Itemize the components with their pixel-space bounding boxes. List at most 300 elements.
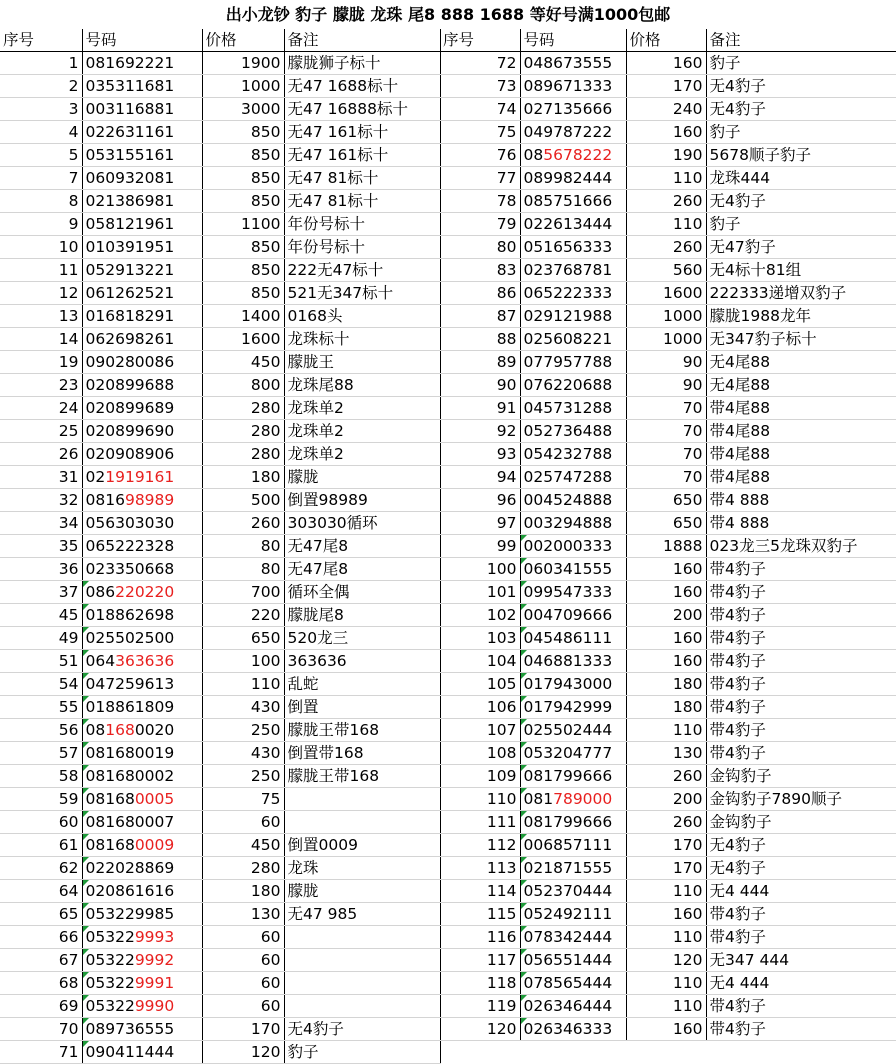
comment-marker-icon xyxy=(83,696,89,702)
phone-number-cell xyxy=(82,190,202,213)
table-row xyxy=(0,167,440,190)
price-cell: 800 xyxy=(202,374,284,397)
header-note: 备注 xyxy=(284,29,440,52)
phone-number-text: 003294888 xyxy=(523,514,613,532)
header-note: 备注 xyxy=(706,29,896,52)
phone-number-cell xyxy=(520,420,626,443)
table-row xyxy=(440,351,896,374)
price-cell: 240 xyxy=(626,98,706,121)
serial-cell: 7 xyxy=(0,167,82,190)
note-cell: 无4豹子 xyxy=(706,834,896,857)
phone-number-text: 056551444 xyxy=(523,951,613,969)
note-cell: 朦胧 xyxy=(284,466,440,489)
phone-number-text: 045486111 xyxy=(523,629,613,647)
note-cell: 023龙三5龙珠双豹子 xyxy=(706,535,896,558)
phone-number-cell xyxy=(82,834,202,857)
serial-cell: 78 xyxy=(440,190,520,213)
phone-number-text: 052492111 xyxy=(523,905,613,923)
phone-number-cell xyxy=(82,650,202,673)
comment-marker-icon xyxy=(83,673,89,679)
note-cell: 无4豹子 xyxy=(706,75,896,98)
price-cell: 160 xyxy=(626,903,706,926)
note-cell: 龙珠单2 xyxy=(284,420,440,443)
price-cell: 110 xyxy=(626,167,706,190)
serial-cell: 1 xyxy=(0,52,82,75)
phone-number-cell xyxy=(82,926,202,949)
price-cell: 200 xyxy=(626,604,706,627)
serial-cell: 34 xyxy=(0,512,82,535)
price-cell: 130 xyxy=(626,742,706,765)
note-cell: 龙珠单2 xyxy=(284,397,440,420)
comment-marker-icon xyxy=(521,949,527,955)
note-cell: 带4豹子 xyxy=(706,627,896,650)
phone-number-text: 081680019 xyxy=(85,744,175,762)
phone-number-cell xyxy=(82,581,202,604)
price-cell: 260 xyxy=(626,765,706,788)
phone-number-cell xyxy=(82,1041,202,1064)
comment-marker-icon xyxy=(521,650,527,656)
comment-marker-icon xyxy=(83,788,89,794)
phone-number-cell xyxy=(520,903,626,926)
phone-number-text: 065222333 xyxy=(523,284,613,302)
note-cell: 金钩豹子 xyxy=(706,811,896,834)
price-cell: 190 xyxy=(626,144,706,167)
header-price: 价格 xyxy=(626,29,706,52)
note-cell: 带4 888 xyxy=(706,512,896,535)
table-row xyxy=(0,420,440,443)
price-cell: 850 xyxy=(202,282,284,305)
serial-cell: 83 xyxy=(440,259,520,282)
note-cell xyxy=(284,995,440,1018)
price-cell: 280 xyxy=(202,857,284,880)
phone-number-cell xyxy=(520,558,626,581)
price-cell: 180 xyxy=(626,696,706,719)
note-cell: 无4标十81组 xyxy=(706,259,896,282)
phone-number-text: 048673555 xyxy=(523,54,613,72)
phone-number-cell xyxy=(82,788,202,811)
price-cell: 170 xyxy=(202,1018,284,1041)
comment-marker-icon xyxy=(521,765,527,771)
table-row xyxy=(440,1018,896,1041)
table-row xyxy=(0,581,440,604)
phone-number-cell xyxy=(82,604,202,627)
left-price-table xyxy=(0,29,441,1064)
price-cell: 70 xyxy=(626,466,706,489)
note-cell: 带4豹子 xyxy=(706,673,896,696)
price-cell: 110 xyxy=(626,926,706,949)
phone-number-text: 022028869 xyxy=(85,859,175,877)
phone-number-cell xyxy=(82,397,202,420)
phone-number-text: 089736555 xyxy=(85,1020,175,1038)
price-cell: 250 xyxy=(202,719,284,742)
serial-cell: 61 xyxy=(0,834,82,857)
phone-number-text: 027135666 xyxy=(523,100,613,118)
note-cell: 0168头 xyxy=(284,305,440,328)
note-cell: 无47 1688标十 xyxy=(284,75,440,98)
serial-cell: 119 xyxy=(440,995,520,1018)
phone-number-cell xyxy=(82,167,202,190)
phone-number-text: 020861616 xyxy=(85,882,175,900)
serial-cell: 100 xyxy=(440,558,520,581)
note-cell: 303030循环 xyxy=(284,512,440,535)
serial-cell: 8 xyxy=(0,190,82,213)
table-row xyxy=(0,650,440,673)
price-cell: 250 xyxy=(202,765,284,788)
table-row xyxy=(0,903,440,926)
phone-number-cell xyxy=(82,949,202,972)
note-cell: 带4豹子 xyxy=(706,903,896,926)
note-cell: 朦胧 xyxy=(284,880,440,903)
phone-number-cell xyxy=(520,765,626,788)
serial-cell: 11 xyxy=(0,259,82,282)
note-cell: 带4尾88 xyxy=(706,420,896,443)
price-cell: 60 xyxy=(202,972,284,995)
note-cell: 朦胧王带168 xyxy=(284,719,440,742)
serial-cell: 117 xyxy=(440,949,520,972)
price-cell: 850 xyxy=(202,259,284,282)
phone-number-text: 022613444 xyxy=(523,215,613,233)
table-row xyxy=(440,949,896,972)
table-row xyxy=(0,558,440,581)
table-row xyxy=(440,972,896,995)
phone-number-text: 081692221 xyxy=(85,54,175,72)
phone-number-cell xyxy=(82,259,202,282)
phone-number-cell xyxy=(520,788,626,811)
phone-number-text: 017942999 xyxy=(523,698,613,716)
phone-number-text: 061262521 xyxy=(85,284,175,302)
table-row xyxy=(0,995,440,1018)
note-cell xyxy=(284,926,440,949)
serial-cell: 58 xyxy=(0,765,82,788)
phone-number-cell xyxy=(520,144,626,167)
comment-marker-icon xyxy=(83,765,89,771)
phone-number-cell xyxy=(520,972,626,995)
comment-marker-icon xyxy=(521,995,527,1001)
phone-number-cell xyxy=(520,259,626,282)
price-cell: 650 xyxy=(626,512,706,535)
phone-number-cell xyxy=(520,604,626,627)
phone-number-cell xyxy=(520,282,626,305)
phone-number-cell xyxy=(82,420,202,443)
table-row xyxy=(440,834,896,857)
note-cell: 无4尾88 xyxy=(706,374,896,397)
note-cell: 豹子 xyxy=(706,121,896,144)
table-row xyxy=(0,305,440,328)
table-row xyxy=(440,650,896,673)
phone-number-cell xyxy=(82,374,202,397)
comment-marker-icon xyxy=(521,811,527,817)
phone-number-cell xyxy=(520,52,626,75)
header-number: 号码 xyxy=(520,29,626,52)
phone-number-cell xyxy=(82,75,202,98)
serial-cell: 66 xyxy=(0,926,82,949)
table-row xyxy=(440,558,896,581)
note-cell: 乱蛇 xyxy=(284,673,440,696)
note-cell: 363636 xyxy=(284,650,440,673)
phone-number-text: 025608221 xyxy=(523,330,613,348)
note-cell: 循环全偶 xyxy=(284,581,440,604)
serial-cell: 45 xyxy=(0,604,82,627)
phone-number-text: 078342444 xyxy=(523,928,613,946)
price-cell: 60 xyxy=(202,811,284,834)
serial-cell: 23 xyxy=(0,374,82,397)
note-cell: 无347豹子标十 xyxy=(706,328,896,351)
phone-number-text: 025502444 xyxy=(523,721,613,739)
serial-cell: 92 xyxy=(440,420,520,443)
note-cell: 无47 985 xyxy=(284,903,440,926)
price-cell: 70 xyxy=(626,397,706,420)
note-cell: 无47 81标十 xyxy=(284,190,440,213)
serial-cell: 73 xyxy=(440,75,520,98)
serial-cell: 94 xyxy=(440,466,520,489)
comment-marker-icon xyxy=(521,673,527,679)
phone-number-text: 018862698 xyxy=(85,606,175,624)
phone-number-cell xyxy=(82,236,202,259)
serial-cell: 9 xyxy=(0,213,82,236)
price-cell: 170 xyxy=(626,857,706,880)
serial-cell: 114 xyxy=(440,880,520,903)
serial-cell: 19 xyxy=(0,351,82,374)
comment-marker-icon xyxy=(521,903,527,909)
phone-number-cell xyxy=(82,98,202,121)
price-cell: 160 xyxy=(626,52,706,75)
phone-number-cell xyxy=(520,190,626,213)
phone-number-cell xyxy=(82,673,202,696)
serial-cell: 96 xyxy=(440,489,520,512)
table-row xyxy=(440,282,896,305)
price-cell: 560 xyxy=(626,259,706,282)
note-cell: 无47 161标十 xyxy=(284,144,440,167)
phone-number-cell xyxy=(520,75,626,98)
phone-number-text: 016818291 xyxy=(85,307,175,325)
table-row xyxy=(0,512,440,535)
price-cell: 130 xyxy=(202,903,284,926)
phone-number-cell xyxy=(520,742,626,765)
price-cell: 200 xyxy=(626,788,706,811)
note-cell: 带4豹子 xyxy=(706,742,896,765)
serial-cell: 5 xyxy=(0,144,82,167)
phone-number-text: 052370444 xyxy=(523,882,613,900)
table-row xyxy=(0,190,440,213)
phone-number-text: 090411444 xyxy=(85,1043,175,1061)
serial-cell: 107 xyxy=(440,719,520,742)
price-cell: 650 xyxy=(202,627,284,650)
phone-number-text: 085678222 xyxy=(523,146,613,164)
price-cell: 280 xyxy=(202,420,284,443)
phone-number-text: 053229992 xyxy=(85,951,175,969)
phone-number-text: 053229990 xyxy=(85,997,175,1015)
comment-marker-icon xyxy=(83,834,89,840)
note-cell: 无4豹子 xyxy=(706,190,896,213)
table-row xyxy=(0,236,440,259)
serial-cell: 104 xyxy=(440,650,520,673)
phone-number-text: 090280086 xyxy=(85,353,175,371)
serial-cell: 4 xyxy=(0,121,82,144)
note-cell: 豹子 xyxy=(284,1041,440,1064)
price-cell: 170 xyxy=(626,75,706,98)
table-row xyxy=(0,673,440,696)
serial-cell: 99 xyxy=(440,535,520,558)
phone-number-cell xyxy=(520,1018,626,1041)
note-cell xyxy=(284,811,440,834)
serial-cell: 110 xyxy=(440,788,520,811)
phone-number-cell xyxy=(520,305,626,328)
price-cell: 280 xyxy=(202,397,284,420)
serial-cell: 101 xyxy=(440,581,520,604)
table-row xyxy=(440,489,896,512)
serial-cell: 68 xyxy=(0,972,82,995)
phone-number-cell xyxy=(520,236,626,259)
table-row xyxy=(0,374,440,397)
table-row xyxy=(440,765,896,788)
price-cell: 160 xyxy=(626,121,706,144)
note-cell: 无4 444 xyxy=(706,880,896,903)
table-row xyxy=(0,443,440,466)
price-cell: 110 xyxy=(626,995,706,1018)
table-row xyxy=(440,811,896,834)
phone-number-cell xyxy=(82,305,202,328)
serial-cell: 14 xyxy=(0,328,82,351)
table-row xyxy=(440,328,896,351)
phone-number-text: 020899688 xyxy=(85,376,175,394)
table-row xyxy=(440,190,896,213)
table-row xyxy=(0,719,440,742)
price-cell: 160 xyxy=(626,1018,706,1041)
note-cell: 无47 16888标十 xyxy=(284,98,440,121)
note-cell: 带4豹子 xyxy=(706,1018,896,1041)
comment-marker-icon xyxy=(83,604,89,610)
serial-cell: 97 xyxy=(440,512,520,535)
price-cell: 1888 xyxy=(626,535,706,558)
header-number: 号码 xyxy=(82,29,202,52)
price-cell: 180 xyxy=(626,673,706,696)
table-row xyxy=(0,121,440,144)
phone-number-cell xyxy=(82,719,202,742)
price-cell: 75 xyxy=(202,788,284,811)
phone-number-text: 060932081 xyxy=(85,169,175,187)
serial-cell: 64 xyxy=(0,880,82,903)
price-cell: 110 xyxy=(626,213,706,236)
table-row xyxy=(0,282,440,305)
serial-cell: 35 xyxy=(0,535,82,558)
phone-number-cell xyxy=(520,926,626,949)
table-row xyxy=(440,673,896,696)
table-row xyxy=(0,489,440,512)
phone-number-text: 052736488 xyxy=(523,422,613,440)
note-cell: 带4豹子 xyxy=(706,696,896,719)
phone-number-cell xyxy=(520,213,626,236)
note-cell: 朦胧王 xyxy=(284,351,440,374)
serial-cell: 31 xyxy=(0,466,82,489)
serial-cell: 93 xyxy=(440,443,520,466)
price-cell: 170 xyxy=(626,834,706,857)
serial-cell: 79 xyxy=(440,213,520,236)
phone-number-text: 060341555 xyxy=(523,560,613,578)
price-cell: 120 xyxy=(626,949,706,972)
comment-marker-icon xyxy=(521,1018,527,1024)
serial-cell: 67 xyxy=(0,949,82,972)
note-cell: 带4豹子 xyxy=(706,558,896,581)
price-cell: 850 xyxy=(202,236,284,259)
price-cell: 1600 xyxy=(626,282,706,305)
price-cell: 220 xyxy=(202,604,284,627)
serial-cell: 72 xyxy=(440,52,520,75)
serial-cell: 108 xyxy=(440,742,520,765)
note-cell: 龙珠 xyxy=(284,857,440,880)
note-cell: 带4豹子 xyxy=(706,719,896,742)
price-cell: 90 xyxy=(626,351,706,374)
serial-cell: 62 xyxy=(0,857,82,880)
table-row xyxy=(440,259,896,282)
serial-cell: 59 xyxy=(0,788,82,811)
right-table-block xyxy=(440,29,896,1041)
price-cell: 1400 xyxy=(202,305,284,328)
header-row xyxy=(0,29,440,52)
table-row xyxy=(0,604,440,627)
table-row xyxy=(440,305,896,328)
price-cell: 120 xyxy=(202,1041,284,1064)
price-cell: 1000 xyxy=(202,75,284,98)
phone-number-cell xyxy=(82,282,202,305)
note-cell: 520龙三 xyxy=(284,627,440,650)
comment-marker-icon xyxy=(521,834,527,840)
serial-cell: 69 xyxy=(0,995,82,1018)
phone-number-text: 099547333 xyxy=(523,583,613,601)
table-row xyxy=(0,213,440,236)
phone-number-text: 051656333 xyxy=(523,238,613,256)
table-row xyxy=(0,696,440,719)
price-cell: 450 xyxy=(202,351,284,374)
right-price-table xyxy=(440,29,896,1041)
comment-marker-icon xyxy=(521,857,527,863)
note-cell: 豹子 xyxy=(706,213,896,236)
price-cell: 850 xyxy=(202,167,284,190)
serial-cell: 32 xyxy=(0,489,82,512)
serial-cell: 24 xyxy=(0,397,82,420)
serial-cell: 106 xyxy=(440,696,520,719)
price-cell: 160 xyxy=(626,558,706,581)
phone-number-cell xyxy=(520,811,626,834)
phone-number-text: 058121961 xyxy=(85,215,175,233)
table-row xyxy=(0,949,440,972)
serial-cell: 113 xyxy=(440,857,520,880)
phone-number-cell xyxy=(520,512,626,535)
phone-number-cell xyxy=(82,765,202,788)
serial-cell: 3 xyxy=(0,98,82,121)
table-row xyxy=(0,144,440,167)
note-cell: 无347 444 xyxy=(706,949,896,972)
phone-number-text: 022631161 xyxy=(85,123,175,141)
serial-cell: 26 xyxy=(0,443,82,466)
phone-number-cell xyxy=(82,535,202,558)
price-cell: 110 xyxy=(202,673,284,696)
price-cell: 60 xyxy=(202,995,284,1018)
table-row xyxy=(0,328,440,351)
phone-number-text: 053229985 xyxy=(85,905,175,923)
phone-number-text: 054232788 xyxy=(523,445,613,463)
note-cell: 金钩豹子7890顺子 xyxy=(706,788,896,811)
phone-number-cell xyxy=(82,880,202,903)
note-cell: 无47 81标十 xyxy=(284,167,440,190)
comment-marker-icon xyxy=(521,627,527,633)
phone-number-cell xyxy=(82,443,202,466)
phone-number-cell xyxy=(82,742,202,765)
price-cell: 850 xyxy=(202,144,284,167)
table-row xyxy=(0,466,440,489)
comment-marker-icon xyxy=(83,1041,89,1047)
table-row xyxy=(440,98,896,121)
phone-number-text: 010391951 xyxy=(85,238,175,256)
